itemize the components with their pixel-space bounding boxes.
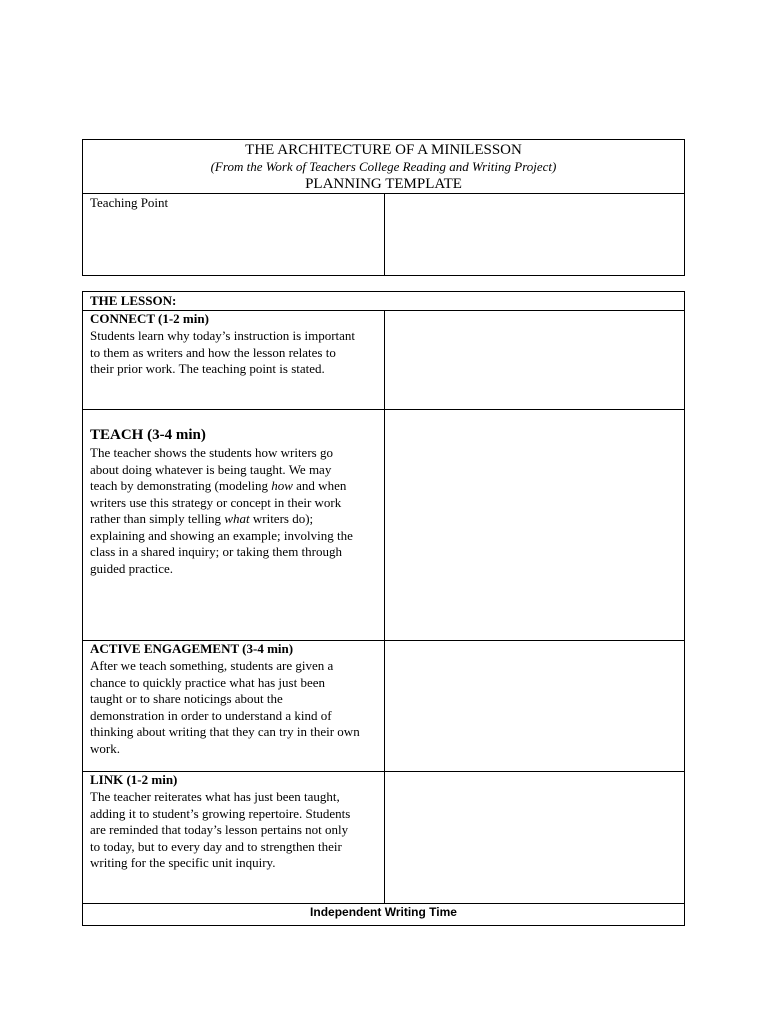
active-engagement-notes-field[interactable] <box>386 641 683 770</box>
teach-text-emphasis-what: what <box>224 511 250 526</box>
link-notes-field[interactable] <box>386 772 683 902</box>
document-title: THE ARCHITECTURE OF A MINILESSON <box>245 142 522 158</box>
connect-description: Students learn why today’s instruction is important to them as writers and how the lesson relates to their prior work. The teaching point is stated. <box>90 328 356 376</box>
teach-section <box>90 426 382 577</box>
teach-text-part-3: writers do); explaining and showing an example; involving the class in a shared inquiry; or taking them through guided practice. <box>90 511 353 576</box>
teaching-point-column-divider <box>384 193 385 275</box>
connect-notes-field[interactable] <box>386 311 683 408</box>
lesson-column-divider <box>384 310 385 903</box>
teach-text-part-2: and when writers use this strategy or concept in their work rather than simply telling <box>90 478 347 526</box>
teach-notes-field[interactable] <box>386 410 683 639</box>
active-engagement-description: After we teach something, students are given a chance to quickly practice what has just been taught or to share noticings about the demonstration in order to understand a kind of thinking about writing that they can try in their own work. <box>90 658 360 756</box>
link-section <box>90 772 382 872</box>
link-description: The teacher reiterates what has just been taught, adding it to student’s growing repertoire. Students are reminded that today’s lesson pertains not only to today, but to every day and to strengthen their writing for the specific unit inquiry. <box>90 789 351 870</box>
teach-description <box>90 445 382 577</box>
header-table <box>82 139 685 276</box>
active-engagement-heading: ACTIVE ENGAGEMENT (3-4 min) <box>90 641 294 656</box>
document-subtitle: (From the Work of Teachers College Reading and Writing Project) <box>210 159 557 174</box>
lesson-table <box>82 291 685 926</box>
teach-text-emphasis-how: how <box>271 478 293 493</box>
teaching-point-label: Teaching Point <box>90 195 169 210</box>
independent-writing-time-label: Independent Writing Time <box>310 905 457 919</box>
planning-template-label: PLANNING TEMPLATE <box>305 176 462 192</box>
lesson-label: THE LESSON: <box>90 293 177 308</box>
link-heading: LINK (1-2 min) <box>90 772 178 787</box>
connect-heading: CONNECT (1-2 min) <box>90 311 209 326</box>
active-engagement-section <box>90 641 382 757</box>
connect-section <box>90 311 382 378</box>
teach-text-part-1: The teacher shows the students how writers go about doing whatever is being taught. We may teach by demonstrating (modeling <box>90 445 333 493</box>
teaching-point-field[interactable] <box>386 194 683 274</box>
teach-heading: TEACH (3-4 min) <box>90 427 206 443</box>
